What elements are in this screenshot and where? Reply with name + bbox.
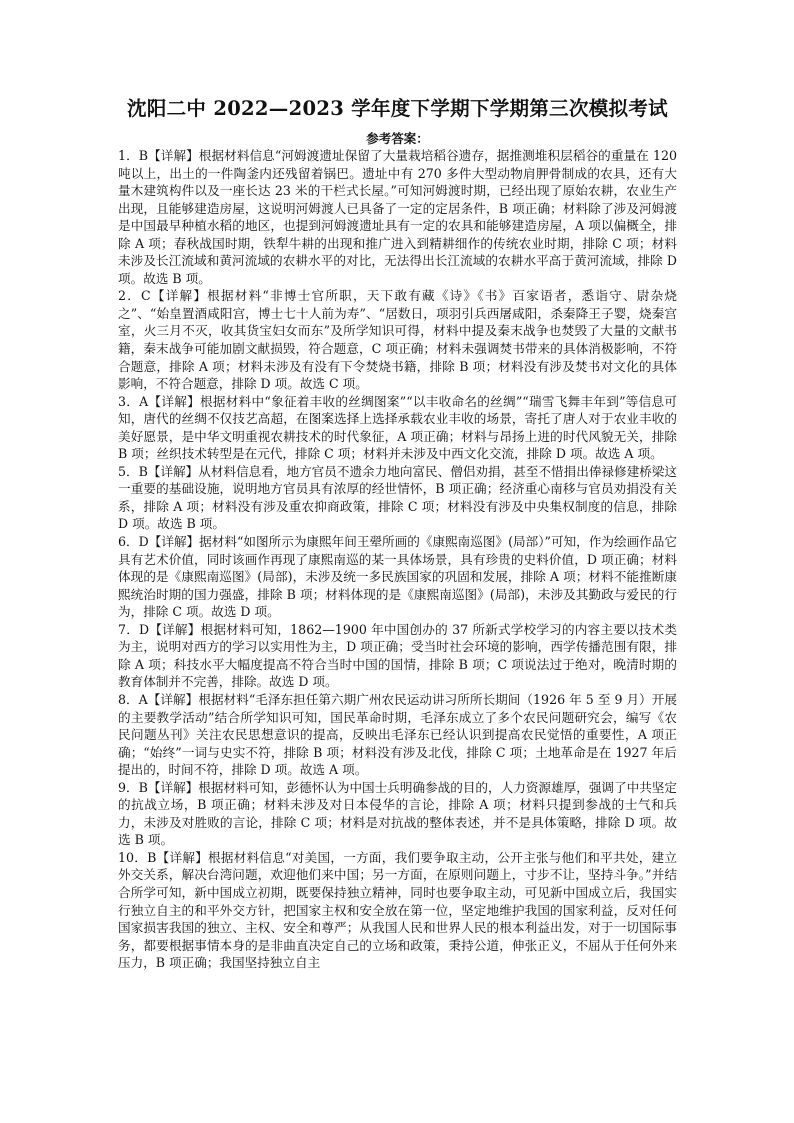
answer-item <box>118 849 677 972</box>
answer-key-heading: 参考答案： <box>366 131 429 146</box>
answer-text: 根据材料信息“对美国，一方面，我们要争取主动，公开主张与他们和平共处，建立外交关系，解决台湾问题，欢迎他们来中国；另一方面，在原则问题上，寸步不让，坚持斗争。”并结合所学可知，新中国成立初期，既要保持独立精神，同时也要争取主动，可见新中国成立后，我国实行独立自主的和平外交方针，把国家主权和安全放在第一位，坚定地维护我国的国家利益，反对任何国家损害我国的独立、主权、安全和尊严；从我国人民和世界人民的根本利益出发，对于一切国际事务，都要根据事情本身的是非曲直决定自己的立场和政策，秉持公道，伸张正义，不屈从于任何外来压力，B 项正确；我国坚持独立自主 <box>118 849 677 971</box>
answer-item <box>118 463 677 533</box>
answer-lead: 8．A【详解】 <box>118 691 199 707</box>
answer-lead: 7．D【详解】 <box>118 621 201 637</box>
answer-item <box>118 393 677 463</box>
answer-item <box>118 147 677 287</box>
answer-text: 从材料信息看，地方官员不遗余力地向富民、僧侣劝捐，甚至不惜捐出俸禄修建桥梁这一重要的基础设施，说明地方官员具有浓厚的经世情怀，B 项正确；经济重心南移与官员劝捐没有关系，排除 A 项；材料没有涉及重农抑商政策，排除 C 项；材料没有涉及中央集权制度的信息，排除 D 项。故选 B 项。 <box>118 463 678 532</box>
answer-text: 根据材料中“象征着丰收的丝绸图案”“以丰收命名的丝绸”“瑞雪飞舞丰年到”等信息可知，唐代的丝绸不仅技艺高超，在图案选择上选择承载农业丰收的场景，寄托了唐人对于农业丰收的美好愿景，是中华文明重视农耕技术的时代象征，A 项正确；材料与昂扬上进的时代风貌无关，排除 B 项；丝织技术转型是在元代，排除 C 项；材料并未涉及中西文化交流，排除 D 项。故选 A 项。 <box>118 393 678 462</box>
answer-lead: 5．B【详解】 <box>118 463 199 479</box>
answer-lead: 1．B【详解】 <box>118 148 199 163</box>
answer-item <box>118 779 677 849</box>
answer-lead: 9．B【详解】 <box>118 779 199 795</box>
answer-item <box>118 691 677 779</box>
answer-text: 根据材料信息“河姆渡遗址保留了大量栽培稻谷遗存，据推测堆积层稻谷的重量在 120 吨以上，出土的一件陶釜内还残留着锅巴。遗址中有 270 多件大型动物肩胛骨制成的农具，还有大量木建筑构件以及一座长达 23 米的干栏式长屋。”可知河姆渡时期，已经出现了原始农耕，农业生产出现，且能够建造房屋，这说明河姆渡人已具备了一定的定居条件，B 项正确；材料除了涉及河姆渡是中国最早种植水稻的地区，也提到河姆渡遗址具有一定的农具和能够建造房屋，A 项以偏概全，排除 A 项；春秋战国时期，铁犁牛耕的出现和推广进入到精耕细作的传统农业时期，排除 C 项；材料未涉及长江流域和黄河流域的农耕水平的对比，无法得出长江流域的农耕水平高于黄河流域，排除 D 项。故选 B 项。 <box>118 148 677 286</box>
answer-text: 根据材料“毛泽东担任第六期广州农民运动讲习所所长期间（1926 年 5 至 9 月）开展的主要教学活动”结合所学知识可知，国民革命时期，毛泽东成立了多个农民问题研究会，编写《农民问题丛刊》关注农民思想意识的提高，反映出毛泽东已经认识到提高农民觉悟的重要性，A 项正确；“始终”一词与史实不符，排除 B 项；材料没有涉及北伐，排除 C 项；土地革命是在 1927 年后提出的，时间不符，排除 D 项。故选 A 项。 <box>118 691 678 778</box>
answer-lead: 10．B【详解】 <box>118 849 209 865</box>
answer-text: 据材料“如图所示为康熙年间王翚所画的《康熙南巡图》(局部）”可知，作为绘画作品它具有艺术价值，同时该画作再现了康熙南巡的某一具体场景，具有珍贵的史料价值，D 项正确；材料体现的是《康熙南巡图》(局部)，未涉及统一多民族国家的巩固和发展，排除 A 项；材料不能推断康熙统治时期的国力强盛，排除 B 项；材料体现的是《康熙南巡图》(局部)，未涉及其勤政与爱民的行为，排除 C 项。故选 D 项。 <box>118 534 677 620</box>
answer-text: 根据材料“非博士官所职，天下敢有藏《诗》《书》百家语者，悉诣守、尉杂烧之”、“始皇置酒咸阳宫，博士七十人前为寿”、“居数日，项羽引兵西屠咸阳，杀秦降王子婴，烧秦宫室，火三月不灭，收其货宝妇女而东”及所学知识可得，材料中提及秦末战争也焚毁了大量的文献书籍，秦末战争可能加剧文献损毁，符合题意，C 项正确；材料未强调焚书带来的具体消极影响，不符合题意，排除 A 项；材料未涉及有没有下令焚烧书籍，排除 B 项；材料没有涉及焚书对文化的具体影响，不符合题意，排除 D 项。故选 C 项。 <box>118 288 678 392</box>
answer-item <box>118 533 677 621</box>
answer-text: 根据材料可知，1862—1900 年中国创办的 37 所新式学校学习的内容主要以技术类为主，说明对西方的学习以实用性为主，D 项正确；受当时社会环境的影响，西学传播范围有限，排除 A 项；科技水平大幅度提高不符合当时中国的国情，排除 B 项；C 项说法过于绝对，晚清时期的教育体制并不完善，排除。故选 D 项。 <box>118 621 677 690</box>
answer-lead: 3．A【详解】 <box>118 393 201 409</box>
answer-list <box>118 147 677 972</box>
answer-item <box>118 621 677 691</box>
answer-lead: 6．D【详解】 <box>118 534 200 550</box>
answer-lead: 2．C【详解】 <box>118 288 208 304</box>
document-title: 沈阳二中 2022—2023 学年度下学期下学期第三次模拟考试 <box>127 97 668 120</box>
answer-text: 根据材料可知，彭德怀认为中国士兵明确参战的目的，人力资源雄厚，强调了中共坚定的抗战立场，B 项正确；材料未涉及对日本侵华的言论，排除 A 项；材料只提到参战的士气和兵力，未涉及对胜败的言论，排除 C 项；材料是对抗战的整体表述，并不是具体策略，排除 D 项。故选 B 项。 <box>118 779 678 848</box>
answer-item <box>118 287 677 392</box>
